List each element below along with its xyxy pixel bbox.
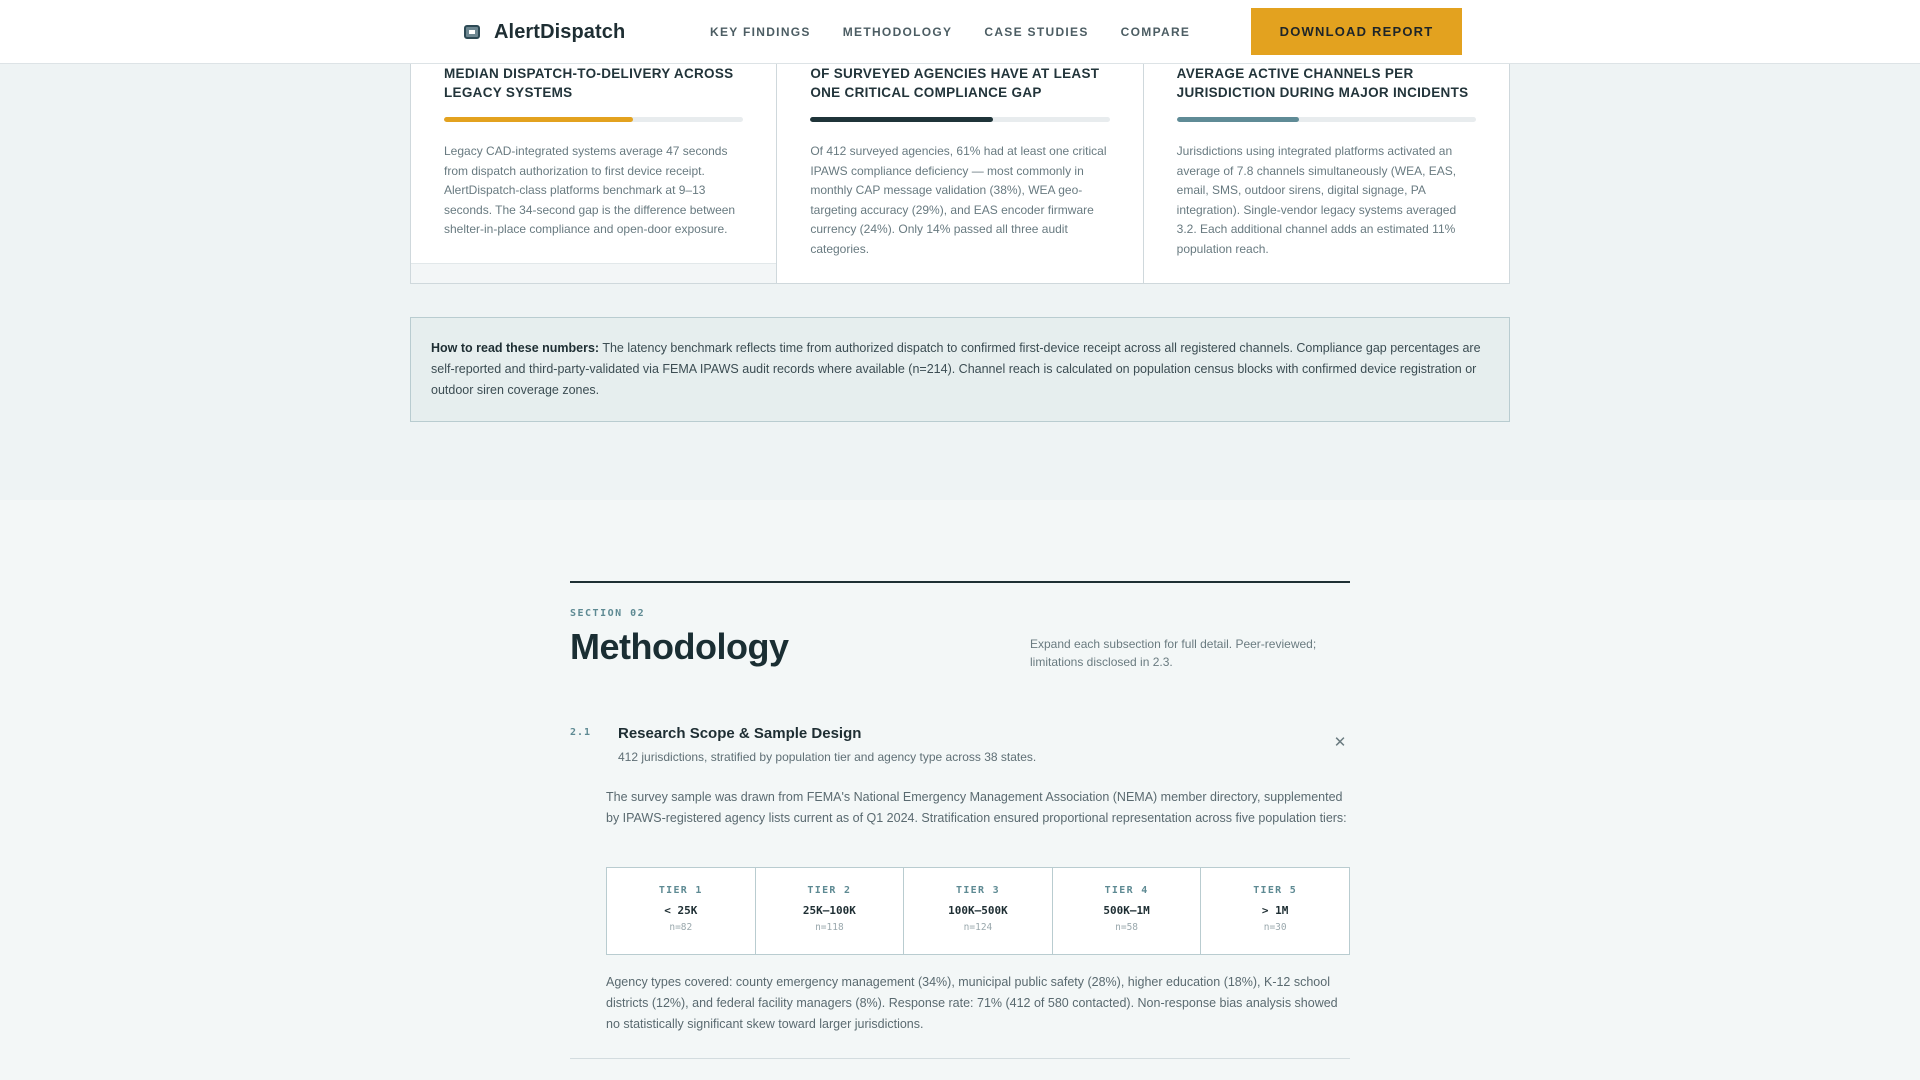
tier-label: TIER 3	[956, 885, 1000, 896]
stat-progress-bar	[444, 117, 743, 122]
population-tiers-table	[606, 867, 1350, 955]
stat-card-compliance	[777, 64, 1143, 284]
nav-key-findings[interactable]: KEY FINDINGS	[710, 25, 811, 39]
top-nav-bar	[0, 0, 1920, 64]
brand[interactable]	[464, 0, 625, 64]
tier-label: TIER 1	[658, 885, 703, 896]
stat-title: MEDIAN DISPATCH-TO-DELIVERY ACROSS LEGACY SYSTEMS	[444, 66, 734, 100]
stat-progress-fill	[1177, 117, 1300, 122]
note-body: The latency benchmark reflects time from authorized dispatch to confirmed first-device receipt across all registered channels. Compliance gap percentages are self-reported and third-party-validated via FEMA IPAWS audit records where available (n=214). Channel reach is calculated on population census blocks with confirmed device registration or outdoor siren coverage zones.	[431, 341, 1481, 397]
tier-cell	[903, 868, 1052, 954]
tier-count: n=82	[669, 922, 693, 933]
subsection-summary: 412 jurisdictions, stratified by population tier and agency type across 38 states.	[618, 750, 1037, 764]
stat-description: Jurisdictions using integrated platforms activated an average of 7.8 channels simultaneously (WEA, EAS, email, SMS, outdoor sirens, digital signage, PA integration). Single-vendor legacy systems averaged 3.2. Each additional channel adds an estimated 11% population reach.	[1176, 144, 1457, 256]
stat-progress-bar	[810, 117, 1109, 122]
brand-name: AlertDispatch	[494, 20, 626, 43]
stat-cards	[410, 64, 1510, 284]
tier-cell	[1052, 868, 1201, 954]
download-report-button[interactable]: DOWNLOAD REPORT	[1251, 8, 1462, 55]
tier-count: n=124	[963, 922, 993, 933]
nav-methodology[interactable]: METHODOLOGY	[842, 25, 953, 39]
tier-cell	[607, 868, 755, 954]
note-lead: How to read these numbers:	[431, 341, 600, 355]
main-nav	[710, 0, 1222, 64]
tier-range: > 1M	[1261, 904, 1289, 917]
tier-count: n=58	[1115, 922, 1139, 933]
tier-label: TIER 5	[1253, 885, 1298, 896]
section-aside: Expand each subsection for full detail. Peer-reviewed; limitations disclosed in 2.3.	[1030, 637, 1317, 669]
subsection-number: 2.1	[570, 727, 592, 738]
tier-count: n=118	[815, 922, 844, 933]
tier-count: n=30	[1263, 922, 1287, 933]
tier-label: TIER 2	[807, 885, 852, 896]
logo-icon	[464, 25, 480, 39]
stat-progress-fill	[810, 117, 993, 122]
collapse-icon[interactable]: ✕	[1333, 734, 1347, 751]
tier-label: TIER 4	[1104, 885, 1149, 896]
subsection-divider	[570, 1058, 1350, 1059]
tier-range: 500K–1M	[1103, 904, 1150, 917]
subsection-title[interactable]: Research Scope & Sample Design	[618, 725, 862, 742]
stat-description: Of 412 surveyed agencies, 61% had at least one critical IPAWS compliance deficiency — most commonly in monthly CAP message validation (38%), WEA geo-targeting accuracy (29%), and EAS encoder firmware currency (24%). Only 14% passed all three audit categories.	[810, 144, 1107, 256]
subsection-paragraph: The survey sample was drawn from FEMA's National Emergency Management Association (NEMA) member directory, supplemented by IPAWS-registered agency lists current as of Q1 2024. Stratification ensured proportional representation across five population tiers:	[606, 790, 1347, 825]
section-eyebrow: SECTION 02	[570, 608, 646, 619]
nav-compare[interactable]: COMPARE	[1120, 25, 1191, 39]
nav-case-studies[interactable]: CASE STUDIES	[984, 25, 1089, 39]
section-title: Methodology	[570, 626, 789, 667]
tier-range: 100K–500K	[948, 904, 1008, 917]
stat-title: AVERAGE ACTIVE CHANNELS PER JURISDICTION DURING MAJOR INCIDENTS	[1176, 66, 1469, 100]
stat-title: OF SURVEYED AGENCIES HAVE AT LEAST ONE CRITICAL COMPLIANCE GAP	[810, 66, 1100, 100]
tier-cell	[1200, 868, 1349, 954]
stat-progress-fill	[444, 117, 633, 122]
how-to-read-note	[410, 317, 1510, 422]
stat-card-channels	[1144, 64, 1510, 284]
subsection-paragraph: Agency types covered: county emergency management (34%), municipal public safety (28%), higher education (18%), K-12 school districts (12%), and federal facility managers (8%). Response rate: 71% (412 of 580 contacted). Non-response bias analysis showed no statistically significant skew toward larger jurisdictions.	[606, 975, 1338, 1031]
tier-range: < 25K	[664, 904, 698, 917]
stat-progress-bar	[1177, 117, 1476, 122]
tier-range: 25K–100K	[802, 904, 856, 917]
section-divider	[570, 581, 1350, 583]
stat-card-latency	[410, 64, 777, 284]
stat-description: Legacy CAD-integrated systems average 47 seconds from dispatch authorization to first device receipt. AlertDispatch-class platforms benchmark at 9–13 seconds. The 34-second gap is the difference between shelter-in-place compliance and open-door exposure.	[444, 144, 736, 236]
tier-cell	[755, 868, 904, 954]
card-footer	[411, 263, 776, 283]
